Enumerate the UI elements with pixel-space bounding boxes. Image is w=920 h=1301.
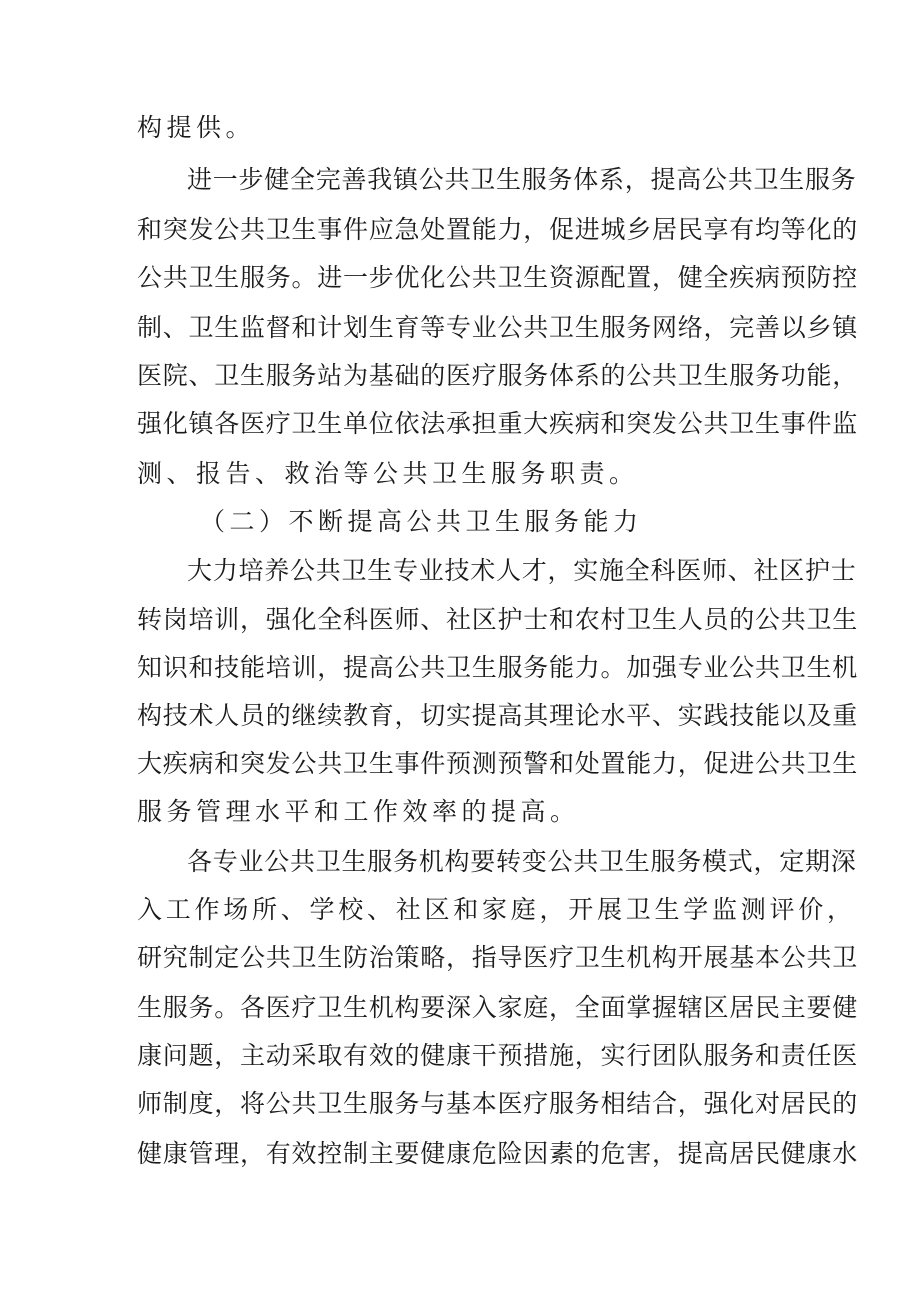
document-page: 构提供。 进一步健全完善我镇公共卫生服务体系，提高公共卫生服务 和突发公共卫生事件应急处置能力，促进城乡居民享有均等化的 公共卫生服务。进一步优化公共卫生资源配置，健全疾病预防控 制、卫生监督和计划生育等专业公共卫生服务网络，完善以乡镇 医院、卫生服务站为基础的医疗服务体系的公共卫生服务功能， 强化镇各医疗卫生单位依法承担重大疾病和突发公共卫生事件监 测、报告、救治等公共卫生服务职责。 （二）不断提高公共卫生服务能力 大力培养公共卫生专业技术人才，实施全科医师、社区护士 转岗培训，强化全科医师、社区护士和农村卫生人员的公共卫生 知识和技能培训，提高公共卫生服务能力。加强专业公共卫生机 构技术人员的继续教育，切实提高其理论水平、实践技能以及重 大疾病和突发公共卫生事件预测预警和处置能力，促进公共卫生 服务管理水平和工作效率的提高。 各专业公共卫生服务机构要转变公共卫生服务模式，定期深 入工作场所、学校、社区和家庭，开展卫生学监测评价， 研究制定公共卫生防治策略，指导医疗卫生机构开展基本公共卫 生服务。各医疗卫生机构要深入家庭，全面掌握辖区居民主要健 康问题，主动采取有效的健康干预措施，实行团队服务和责任医 师制度，将公共卫生服务与基本医疗服务相结合，强化对居民的 健康管理，有效控制主要健康危险因素的危害，提高居民健康水: [0, 0, 920, 1301]
